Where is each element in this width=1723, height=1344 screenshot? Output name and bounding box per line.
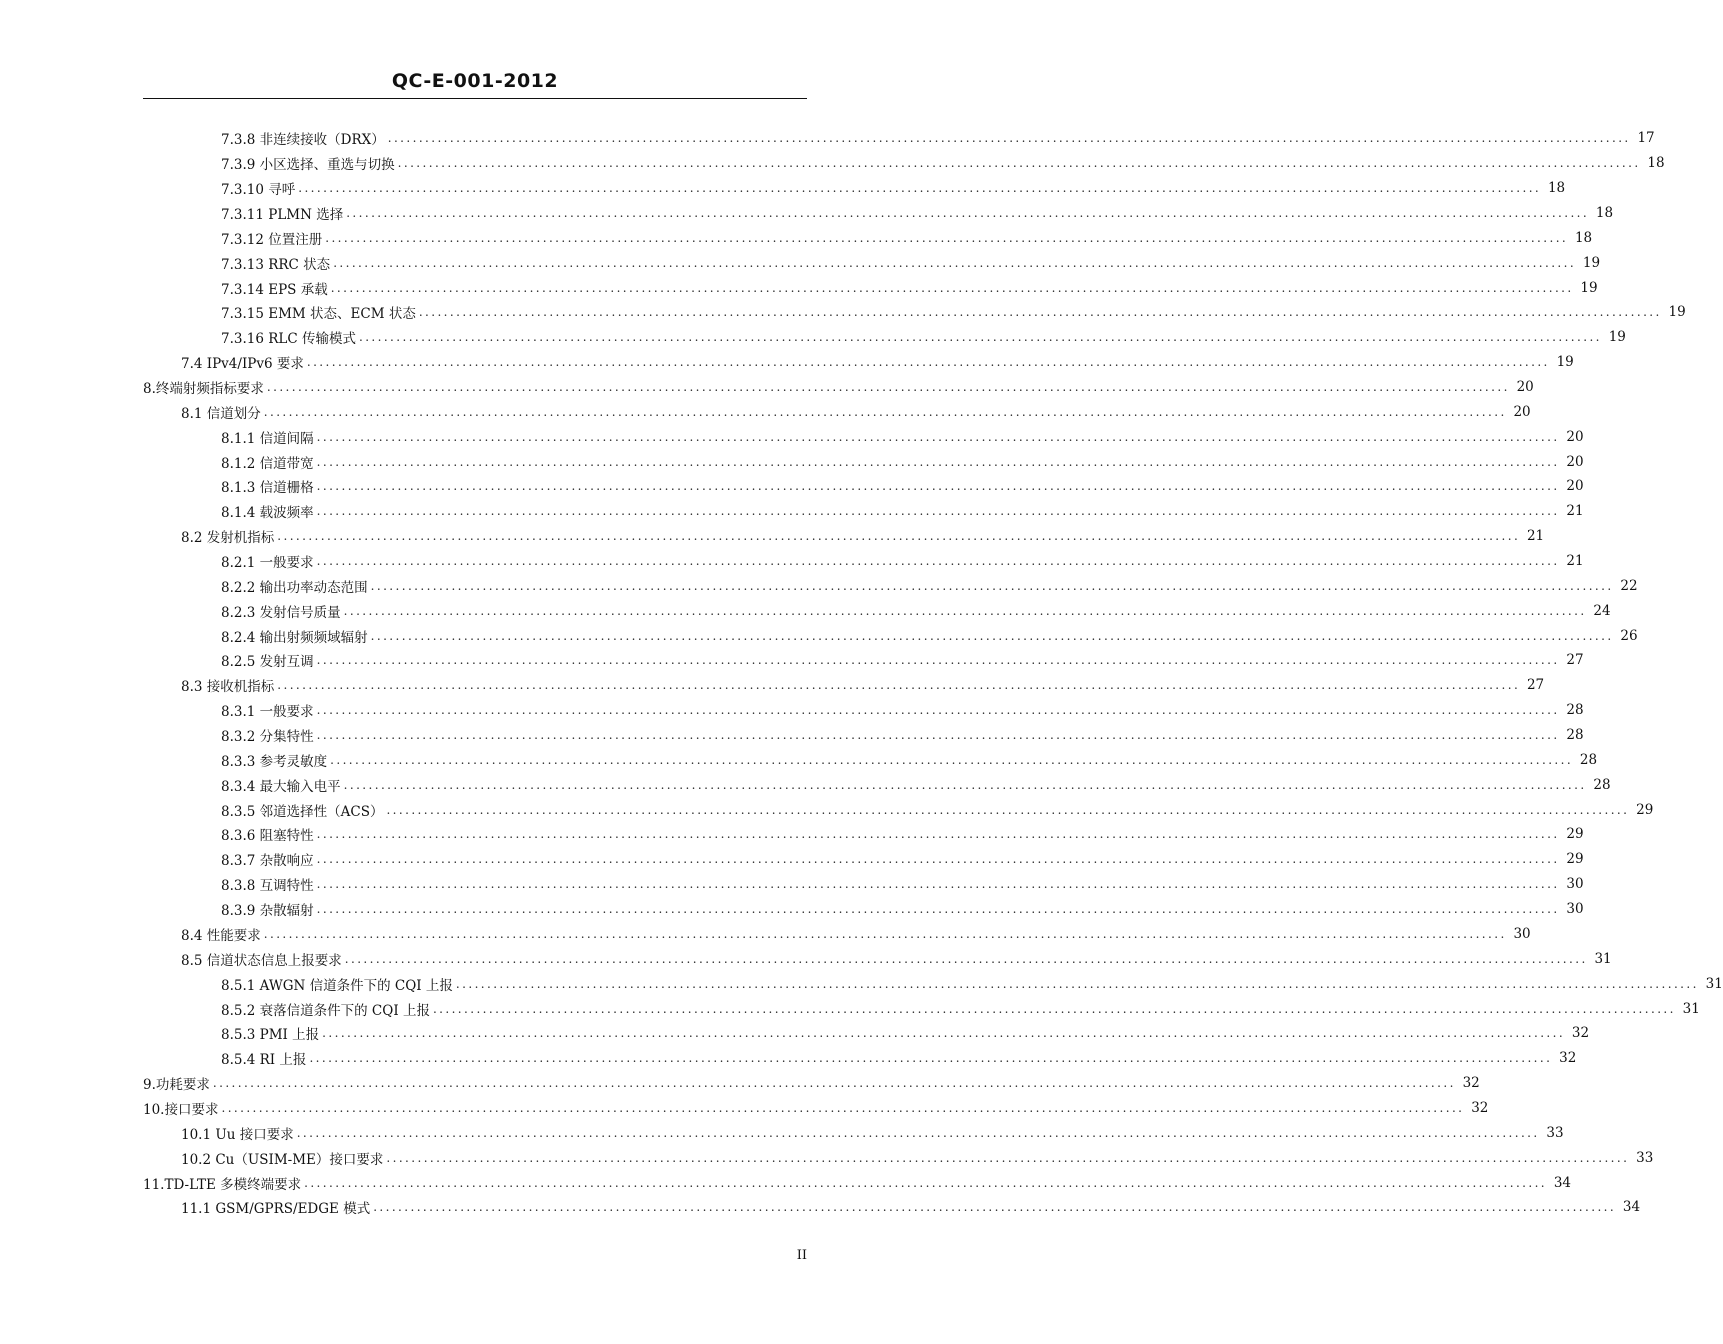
toc-entry[interactable] — [181, 399, 1531, 424]
toc-entry[interactable] — [221, 772, 1611, 797]
toc-entry-page: 19 — [1668, 304, 1686, 321]
toc-dot-leader: ........................................................................................................................................................................................................ — [316, 454, 1560, 469]
toc-entry-page: 28 — [1579, 751, 1598, 768]
toc-dot-leader: ........................................................................................................................................................................................................ — [432, 1001, 1676, 1016]
toc-dot-leader: ........................................................................................................................................................................................................ — [316, 902, 1560, 917]
toc-entry-page: 17 — [1637, 130, 1655, 147]
toc-dot-leader: ........................................................................................................................................................................................................ — [212, 1076, 1456, 1091]
toc-dot-leader: ........................................................................................................................................................................................................ — [316, 479, 1560, 494]
toc-entry[interactable] — [221, 275, 1598, 300]
toc-dot-leader: ........................................................................................................................................................................................................ — [316, 504, 1560, 519]
toc-entry-label: 8.3.5 邻道选择性（ACS） — [221, 800, 384, 820]
toc-dot-leader: ........................................................................................................................................................................................................ — [306, 355, 1550, 370]
toc-entry-label: 7.3.12 位置注册 — [221, 228, 323, 248]
toc-entry-label: 8.2.5 发射互调 — [221, 650, 315, 670]
toc-entry[interactable] — [221, 996, 1700, 1021]
toc-entry-page: 21 — [1526, 528, 1545, 545]
toc-dot-leader: ........................................................................................................................................................................................................ — [330, 280, 1574, 295]
toc-dot-leader: ........................................................................................................................................................................................................ — [455, 976, 1699, 991]
toc-entry[interactable] — [221, 573, 1638, 598]
toc-dot-leader: ........................................................................................................................................................................................................ — [325, 230, 1569, 245]
toc-entry-label: 8.2 发射机指标 — [181, 526, 275, 546]
toc-entry[interactable] — [221, 300, 1686, 325]
toc-entry[interactable] — [143, 1170, 1572, 1195]
toc-entry-label: 8.2.4 输出射频频域辐射 — [221, 626, 369, 646]
toc-entry-label: 8.1.3 信道栅格 — [221, 476, 315, 496]
toc-entry[interactable] — [221, 424, 1584, 449]
toc-dot-leader: ........................................................................................................................................................................................................ — [387, 131, 1631, 146]
toc-entry-label: 10.接口要求 — [143, 1098, 219, 1118]
toc-dot-leader: ........................................................................................................................................................................................................ — [358, 330, 1602, 345]
toc-entry[interactable] — [221, 623, 1638, 648]
toc-entry-label: 8.3.8 互调特性 — [221, 874, 315, 894]
toc-dot-leader: ........................................................................................................................................................................................................ — [370, 628, 1614, 643]
table-of-contents — [0, 126, 1723, 1220]
toc-dot-leader: ........................................................................................................................................................................................................ — [316, 728, 1560, 743]
toc-dot-leader: ........................................................................................................................................................................................................ — [346, 206, 1590, 220]
toc-entry-page: 20 — [1516, 379, 1534, 396]
toc-entry-page: 28 — [1566, 702, 1584, 719]
toc-entry[interactable] — [221, 1021, 1590, 1046]
toc-entry-page: 31 — [1594, 950, 1612, 967]
toc-entry[interactable] — [221, 151, 1665, 176]
toc-entry-label: 8.1.4 载波频率 — [221, 501, 315, 521]
toc-entry-label: 7.3.8 非连续接收（DRX） — [221, 128, 386, 148]
toc-entry-label: 8.2.3 发射信号质量 — [221, 601, 342, 621]
toc-entry-page: 30 — [1566, 876, 1584, 893]
toc-entry[interactable] — [221, 822, 1584, 847]
toc-entry-page: 32 — [1559, 1050, 1577, 1067]
toc-entry[interactable] — [181, 1145, 1654, 1170]
toc-entry[interactable] — [221, 449, 1584, 474]
toc-entry[interactable] — [221, 176, 1566, 201]
toc-dot-leader: ........................................................................................................................................................................................................ — [397, 156, 1641, 171]
toc-entry-label: 11.1 GSM/GPRS/EDGE 模式 — [181, 1197, 371, 1217]
toc-entry-label: 8.5.3 PMI 上报 — [221, 1023, 320, 1043]
toc-entry-label: 7.3.13 RRC 状态 — [221, 253, 331, 273]
toc-entry-label: 8.2.2 输出功率动态范围 — [221, 576, 369, 596]
toc-entry-page: 21 — [1566, 553, 1584, 570]
toc-entry-page: 28 — [1593, 776, 1611, 793]
toc-entry-label: 7.3.15 EMM 状态、ECM 状态 — [221, 302, 417, 322]
toc-entry-page: 22 — [1620, 577, 1638, 594]
toc-dot-leader: ........................................................................................................................................................................................................ — [263, 926, 1507, 941]
toc-entry-page: 28 — [1566, 727, 1584, 744]
toc-dot-leader: ........................................................................................................................................................................................................ — [309, 1051, 1553, 1066]
toc-entry-page: 34 — [1553, 1174, 1572, 1191]
toc-entry-page: 26 — [1620, 627, 1638, 644]
toc-dot-leader: ........................................................................................................................................................................................................ — [343, 603, 1587, 618]
toc-dot-leader: ........................................................................................................................................................................................................ — [316, 703, 1560, 718]
toc-entry-label: 7.3.16 RLC 传输模式 — [221, 327, 357, 347]
toc-dot-leader: ........................................................................................................................................................................................................ — [304, 1175, 1548, 1190]
toc-entry[interactable] — [181, 1120, 1564, 1145]
toc-entry-page: 19 — [1580, 279, 1598, 296]
toc-entry[interactable] — [221, 499, 1584, 524]
toc-entry[interactable] — [143, 1071, 1480, 1096]
toc-entry-label: 7.3.11 PLMN 选择 — [221, 203, 344, 223]
toc-entry-page: 19 — [1556, 354, 1574, 371]
toc-dot-leader: ........................................................................................................................................................................................................ — [316, 827, 1560, 842]
toc-entry[interactable] — [221, 598, 1611, 623]
toc-entry-page: 33 — [1636, 1149, 1654, 1166]
toc-entry-page: 29 — [1566, 851, 1584, 868]
toc-dot-leader: ........................................................................................................................................................................................................ — [266, 380, 1510, 395]
toc-entry-label: 7.3.14 EPS 承载 — [221, 278, 329, 298]
toc-entry-page: 31 — [1705, 975, 1723, 992]
toc-entry-label: 10.2 Cu（USIM-ME）接口要求 — [181, 1148, 384, 1168]
toc-entry[interactable] — [221, 325, 1626, 350]
toc-entry-page: 31 — [1682, 1000, 1700, 1017]
toc-entry-page: 32 — [1462, 1075, 1480, 1092]
toc-dot-leader: ........................................................................................................................................................................................................ — [373, 1200, 1617, 1215]
toc-entry-label: 8.5 信道状态信息上报要求 — [181, 949, 343, 969]
toc-entry-label: 8.3 接收机指标 — [181, 675, 275, 695]
toc-entry-label: 8.3.9 杂散辐射 — [221, 899, 315, 919]
toc-entry-page: 32 — [1471, 1099, 1489, 1116]
toc-entry-label: 8.5.2 衰落信道条件下的 CQI 上报 — [221, 999, 431, 1019]
toc-dot-leader: ........................................................................................................................................................................................................ — [386, 802, 1630, 817]
toc-entry-page: 27 — [1566, 652, 1584, 669]
toc-entry-label: 8.3.6 阻塞特性 — [221, 824, 315, 844]
toc-entry[interactable] — [221, 648, 1584, 673]
toc-dot-leader: ........................................................................................................................................................................................................ — [263, 404, 1507, 419]
toc-entry-page: 19 — [1582, 254, 1601, 271]
toc-entry-label: 11.TD-LTE 多模终端要求 — [143, 1173, 302, 1193]
toc-dot-leader: ........................................................................................................................................................................................................ — [277, 678, 1521, 693]
toc-entry-label: 8.3.1 一般要求 — [221, 700, 315, 720]
document-code: QC-E-001-2012 — [391, 70, 559, 92]
toc-entry[interactable] — [181, 524, 1545, 549]
toc-entry-page: 29 — [1636, 801, 1654, 818]
toc-entry[interactable] — [221, 797, 1654, 822]
toc-entry-page: 20 — [1513, 403, 1531, 420]
toc-entry[interactable] — [221, 250, 1601, 275]
toc-entry-label: 7.3.10 寻呼 — [221, 178, 296, 198]
page-number: II — [796, 1248, 807, 1263]
toc-entry-label: 8.终端射频指标要求 — [143, 377, 265, 397]
toc-dot-leader: ........................................................................................................................................................................................................ — [333, 255, 1577, 270]
toc-entry-page: 30 — [1513, 925, 1531, 942]
toc-entry[interactable] — [221, 723, 1584, 748]
toc-entry[interactable] — [221, 474, 1584, 499]
toc-entry[interactable] — [221, 747, 1598, 772]
toc-entry-label: 8.3.3 参考灵敏度 — [221, 750, 328, 770]
toc-entry-page: 32 — [1571, 1025, 1590, 1042]
toc-entry-page: 18 — [1647, 155, 1665, 172]
toc-entry-label: 8.1 信道划分 — [181, 402, 262, 422]
toc-entry[interactable] — [181, 673, 1545, 698]
toc-entry-page: 18 — [1574, 229, 1593, 246]
toc-entry[interactable] — [221, 549, 1584, 574]
toc-entry[interactable] — [143, 1096, 1489, 1121]
toc-entry-page: 20 — [1566, 428, 1584, 445]
toc-entry[interactable] — [221, 698, 1584, 723]
toc-dot-leader: ........................................................................................................................................................................................................ — [277, 529, 1521, 544]
toc-dot-leader: ........................................................................................................................................................................................................ — [418, 305, 1662, 320]
toc-dot-leader: ........................................................................................................................................................................................................ — [344, 951, 1588, 966]
toc-entry[interactable] — [221, 971, 1723, 996]
toc-entry-label: 7.3.9 小区选择、重选与切换 — [221, 153, 396, 173]
toc-dot-leader: ........................................................................................................................................................................................................ — [386, 1150, 1630, 1165]
toc-dot-leader: ........................................................................................................................................................................................................ — [298, 181, 1542, 196]
toc-entry-label: 8.3.7 杂散响应 — [221, 849, 315, 869]
toc-entry-page: 34 — [1622, 1199, 1641, 1216]
toc-dot-leader: ........................................................................................................................................................................................................ — [221, 1100, 1465, 1115]
toc-dot-leader: ........................................................................................................................................................................................................ — [370, 578, 1614, 593]
toc-entry-page: 24 — [1593, 602, 1611, 619]
toc-entry-label: 8.3.2 分集特性 — [221, 725, 315, 745]
toc-entry[interactable] — [181, 1195, 1641, 1220]
toc-entry-label: 8.4 性能要求 — [181, 924, 262, 944]
toc-entry-page: 20 — [1566, 478, 1584, 495]
toc-dot-leader: ........................................................................................................................................................................................................ — [316, 877, 1560, 892]
toc-entry-page: 18 — [1547, 180, 1566, 197]
toc-entry-page: 20 — [1566, 453, 1584, 470]
toc-entry[interactable] — [221, 201, 1614, 226]
toc-entry-page: 21 — [1566, 503, 1584, 520]
toc-entry[interactable] — [221, 1046, 1577, 1071]
toc-dot-leader: ........................................................................................................................................................................................................ — [316, 429, 1560, 444]
toc-dot-leader: ........................................................................................................................................................................................................ — [316, 852, 1560, 867]
toc-entry-label: 8.3.4 最大输入电平 — [221, 775, 342, 795]
toc-dot-leader: ........................................................................................................................................................................................................ — [322, 1026, 1566, 1041]
toc-dot-leader: ........................................................................................................................................................................................................ — [316, 653, 1560, 668]
toc-entry[interactable] — [221, 126, 1655, 151]
toc-dot-leader: ........................................................................................................................................................................................................ — [316, 554, 1560, 569]
toc-entry[interactable] — [221, 847, 1584, 872]
toc-entry-label: 8.2.1 一般要求 — [221, 551, 315, 571]
toc-entry-page: 29 — [1566, 826, 1584, 843]
toc-entry[interactable] — [181, 946, 1612, 971]
toc-entry-label: 8.5.1 AWGN 信道条件下的 CQI 上报 — [221, 974, 454, 994]
toc-entry-label: 10.1 Uu 接口要求 — [181, 1123, 295, 1143]
toc-dot-leader: ........................................................................................................................................................................................................ — [330, 752, 1574, 767]
toc-entry[interactable] — [221, 872, 1584, 897]
toc-entry-label: 7.4 IPv4/IPv6 要求 — [181, 352, 305, 372]
toc-dot-leader: ........................................................................................................................................................................................................ — [296, 1125, 1540, 1140]
toc-entry[interactable] — [221, 897, 1584, 922]
toc-dot-leader: ........................................................................................................................................................................................................ — [343, 777, 1587, 792]
toc-entry-label: 8.1.2 信道带宽 — [221, 452, 315, 472]
toc-entry-page: 33 — [1546, 1124, 1564, 1141]
toc-entry-page: 18 — [1595, 205, 1614, 221]
toc-entry-label: 8.1.1 信道间隔 — [221, 427, 315, 447]
toc-entry[interactable] — [181, 350, 1574, 375]
toc-entry-page: 19 — [1608, 329, 1626, 346]
toc-entry-label: 9.功耗要求 — [143, 1073, 211, 1093]
page-header — [143, 62, 807, 99]
toc-entry-page: 27 — [1526, 677, 1545, 694]
toc-entry-page: 30 — [1566, 901, 1584, 918]
toc-entry[interactable] — [143, 375, 1534, 400]
toc-entry-label: 8.5.4 RI 上报 — [221, 1048, 307, 1068]
toc-entry[interactable] — [181, 922, 1531, 947]
toc-entry[interactable] — [221, 225, 1593, 250]
